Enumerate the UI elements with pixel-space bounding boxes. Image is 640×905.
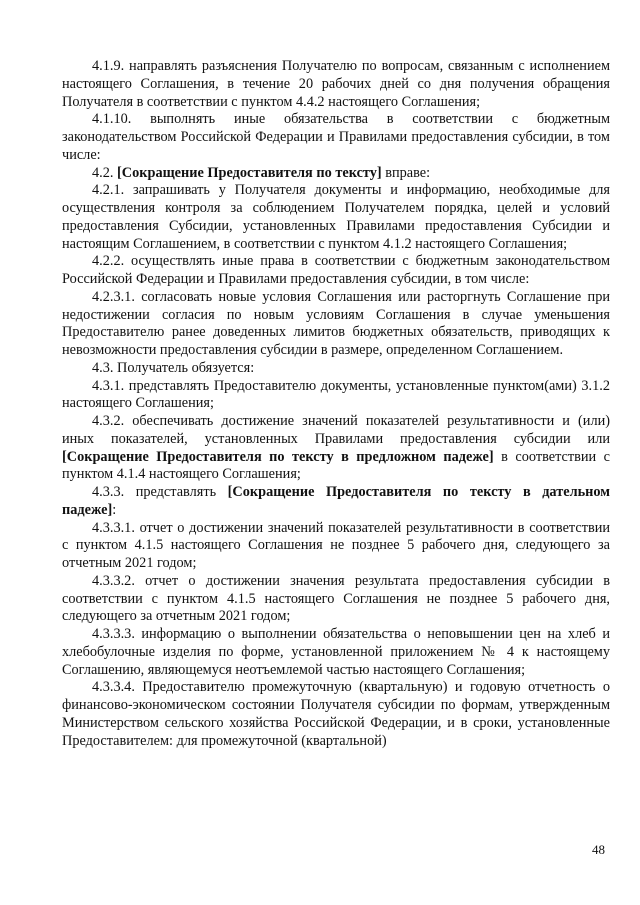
paragraph-4-3: 4.3. Получатель обязуется: bbox=[92, 359, 255, 376]
paragraph-4-3-1: 4.3.1. представлять Предоставителю документы, установленные пунктом(ами) 3.1.2 настоящего Соглашения; bbox=[62, 377, 610, 412]
paragraph-4-3-3-1: 4.3.3.1. отчет о достижении значений показателей результативности в соответствии с пунктом 4.1.5 настоящего Соглашения не позднее 5 рабочего дня, следующего за отчетным 2021 годом; bbox=[62, 519, 610, 571]
placeholder-bold: [Сокращение Предоставителя по тексту в предложном падеже] bbox=[62, 448, 494, 465]
paragraph-4-1-9: 4.1.9. направлять разъяснения Получателю по вопросам, связанным с исполнением настоящего Соглашения, в течение 20 рабочих дней со дня получения обращения Получателя в соответствии с пунктом 4.4.2 настоящего Соглашения; bbox=[62, 58, 610, 110]
placeholder-bold: [Сокращение Предоставителя по тексту] bbox=[117, 164, 382, 181]
paragraph-4-3-3-3: 4.3.3.3. информацию о выполнении обязательства о неповышении цен на хлеб и хлебобулочные изделия по форме, установленной приложением № 4 к настоящему Соглашению, являющемуся неотъемлемой частью настоящего Соглашения; bbox=[62, 626, 610, 678]
paragraph-4-2-3-1: 4.2.3.1. согласовать новые условия Соглашения или расторгнуть Соглашение при недостижении согласия по новым условиям Соглашения в случае уменьшения Предоставителю ранее доведенных лимитов бюджетных обязательств, приводящих к невозможности предоставления субсидии в размере, определенном Соглашением. bbox=[62, 288, 610, 358]
paragraph-4-3-3: 4.3.3. представлять [Сокращение Предоставителя по тексту в дательном падеже]: bbox=[62, 484, 611, 518]
paragraph-4-3-2: 4.3.2. обеспечивать достижение значений показателей результативности и (или) иных показателей, установленных Правилами предоставления субсидии или [Сокращение Предоставителя по тексту в предложном падеже] в соответствии с пунктом 4.1.4 настоящего Соглашения; bbox=[62, 413, 610, 483]
paragraph-4-2: 4.2. [Сокращение Предоставителя по тексту] вправе: bbox=[92, 164, 431, 181]
paragraph-4-3-3-4: 4.3.3.4. Предоставителю промежуточную (квартальную) и годовую отчетность о финансово-экономическом состоянии Получателя субсидии по формам, утвержденным Министерством сельского хозяйства Российской Федерации, и в сроки, установленные Предоставителем: для промежуточной (квартальной) bbox=[62, 679, 610, 749]
page-number: 48 bbox=[592, 842, 605, 857]
document-body bbox=[62, 58, 610, 750]
paragraph-4-2-2: 4.2.2. осуществлять иные права в соответствии с бюджетным законодательством Российской Федерации и Правилами предоставления субсидии, в том числе: bbox=[62, 253, 610, 287]
placeholder-bold: [Сокращение Предоставителя по тексту в дательном падеже] bbox=[62, 484, 611, 518]
paragraph-4-1-10: 4.1.10. выполнять иные обязательства в соответствии с бюджетным законодательством Российской Федерации и Правилами предоставления субсидии, в том числе: bbox=[62, 111, 610, 163]
paragraph-4-3-3-2: 4.3.3.2. отчет о достижении значения результата предоставления субсидии в соответствии с пунктом 4.1.5 настоящего Соглашения не позднее 5 рабочего дня, следующего за отчетным 2021 годом; bbox=[62, 572, 610, 625]
paragraph-4-2-1: 4.2.1. запрашивать у Получателя документы и информацию, необходимые для осуществления контроля за соблюдением Получателем порядка, целей и условий предоставления Субсидии, установленных Правилами предоставления Субсидии и настоящим Соглашением, в соответствии с пунктом 4.1.2 настоящего Соглашения; bbox=[62, 182, 610, 252]
